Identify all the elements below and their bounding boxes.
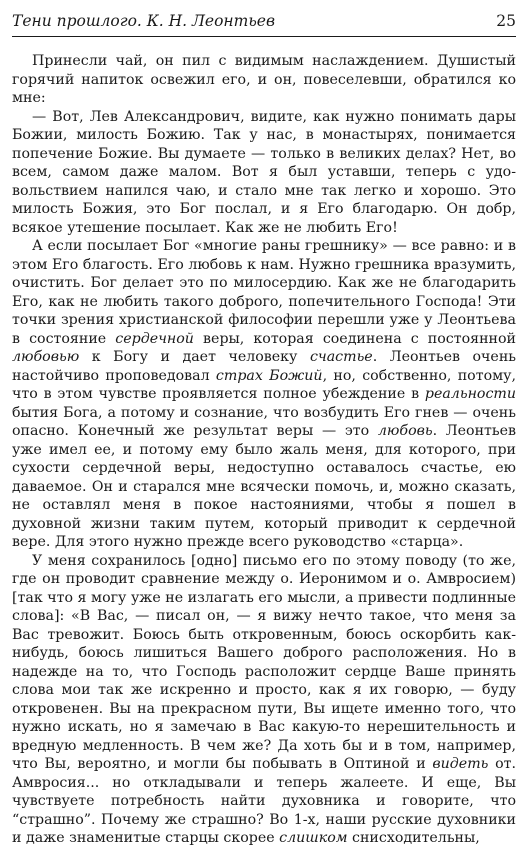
italic-run: любовью	[12, 349, 80, 365]
italic-run: сердечной	[115, 330, 194, 347]
page-header	[12, 10, 516, 37]
text-run: снисходительны,	[347, 830, 480, 846]
italic-run: счастье	[309, 349, 373, 365]
page-number: 25	[496, 12, 516, 30]
italic-run: реальности	[424, 386, 516, 402]
body-text	[12, 52, 516, 848]
paragraph	[12, 108, 516, 238]
paragraph	[12, 237, 516, 552]
text-run: , но, собственно, потому, что в этом чувстве проявляется полное убеждение в	[12, 367, 516, 402]
italic-run: видеть	[432, 756, 489, 772]
text-run: — Вот, Лев Александрович, видите, как нужно понимать дары Божии, милость Божию. Так у нас, в монастырях, понимается попечение Божие. Вы думаете — только в великих делах? Нет, во всем, самом даже малом. Вот я был уставши, теперь с удовольствием напился чаю, и стало мне так легко и хорошо. Это милость Божия, это Бог послал, и я Его благодарю. Он добр, всякое утешение посылает. Как же не любить Его!	[12, 108, 516, 236]
text-run: . Леонтьев очень настойчиво проповедовал	[12, 349, 517, 384]
text-run: У меня сохранилось [одно] письмо его по этому поводу (то же, где он проводит сравнение между о. Иеронимом и о. Амвросием) [так что я могу уже не излагать его мысли, а привести подлинные слова]: «В Вас, — писал он, — я вижу нечто такое, что меня за Вас тревожит. Боюсь быть откровенным, боюсь оскорбить как-нибудь, боюсь лишиться Вашего доброго расположения. Но в надежде на то, что Господь расположит сердце Ваше принять слова мои так же искренно и просто, как я их говорю, — буду откровенен. Вы на прекрасном пути, Вы ищете именно того, что нужно искать, но я замечаю в Вас какую-то нерешительность и вредную медленность. В чем же? Да хоть бы и в том, например, что Вы, вероятно, и могли бы побывать в Оптиной и	[12, 552, 516, 772]
running-head: Тени прошлого. К. Н. Леонтьев	[12, 12, 275, 30]
italic-run: страх Божий	[215, 367, 323, 384]
text-run: к Богу и дает человеку	[79, 349, 310, 365]
text-run: Принесли чай, он пил с видимым наслаждением. Душистый горячий напиток освежил его, и он, повеселевши, обратился ко мне:	[12, 53, 516, 106]
text-run: . Леонтьев уже имел ее, и потому ему было жаль меня, для которого, при сухости сердечной веры, недоступно оставалось счастье, ею даваемое. Он и старался мне всячески помочь, и, можно сказать, не оставлял меня в покое настояниями, чтобы я пошел в духовной жизни таким путем, который приводит к сердечной вере. Для этого нужно прежде всего руководство «старца».	[12, 423, 516, 550]
italic-run: слишком	[279, 830, 348, 846]
paragraph	[12, 552, 516, 848]
text-run: бытия Бога, а потому и сознание, что возбудить Его гнев — очень опасно. Конечный же результат веры — это	[12, 404, 516, 439]
text-run: от. Амвросия... но откладывали и теперь жалеете. И еще, Вы чувствуете потребность найти духовника и говорите, что “страшно”. Почему же страшно? Во 1-х, наши русские духовники и даже знаменитые старцы скорее	[12, 756, 516, 846]
text-run: А если посылает Бог «многие раны грешнику» — все равно: и в этом Его благость. Его любовь к нам. Нужно грешника вразумить, очистить. Бог делает это по милосердию. Как же не благодарить Его, как не любить такого доброго, попечительного Господа! Эти точки зрения христианской философии перешли уже у Леонтьева в состояние	[12, 238, 516, 347]
text-run: веры, которая соединена с постоянной	[193, 330, 516, 347]
italic-run: любовь	[377, 423, 433, 439]
paragraph	[12, 52, 516, 108]
